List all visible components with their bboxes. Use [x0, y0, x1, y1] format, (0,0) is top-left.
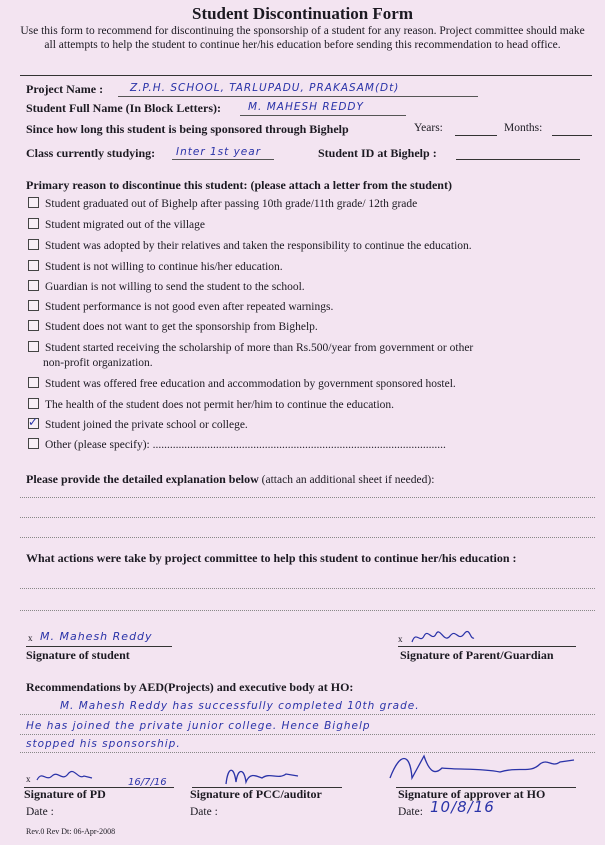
recommendation-rule	[20, 734, 595, 735]
checkbox[interactable]	[28, 280, 39, 291]
years-line[interactable]	[455, 135, 497, 136]
explanation-line[interactable]	[20, 537, 595, 538]
checkbox[interactable]	[28, 320, 39, 331]
checkbox[interactable]	[28, 398, 39, 409]
checkmark-icon: ✓	[28, 415, 39, 429]
checkbox-checked[interactable]	[28, 415, 39, 429]
class-value[interactable]: Inter 1st year	[176, 146, 262, 158]
reason-label: Student is not willing to continue his/her education.	[45, 261, 283, 273]
class-label: Class currently studying:	[26, 146, 156, 160]
actions-line[interactable]	[20, 610, 595, 611]
reason-label: Student migrated out of the village	[45, 219, 206, 231]
months-line[interactable]	[552, 135, 592, 136]
reason-label: Other (please specify): ......................................................................................................	[45, 439, 446, 451]
reason-item[interactable]	[28, 239, 472, 252]
header-divider	[20, 75, 592, 76]
student-name-line	[240, 115, 406, 116]
recommendation-line[interactable]: He has joined the private junior college. Hence Bighelp	[26, 720, 371, 732]
x-mark: x	[398, 634, 403, 644]
reason-item[interactable]	[28, 300, 333, 313]
reason-label: Student does not want to get the sponsorship from Bighelp.	[45, 321, 318, 333]
sponsored-duration-label: Since how long this student is being sponsored through Bighelp	[26, 122, 349, 136]
approver-date-label: Date:	[398, 806, 423, 818]
reason-item[interactable]	[28, 260, 283, 273]
student-signature-line	[26, 646, 172, 647]
pcc-signature-scribble	[222, 762, 302, 790]
pd-signature-scribble	[34, 768, 94, 786]
checkbox[interactable]	[28, 438, 39, 449]
approver-date-value[interactable]: 10/8/16	[430, 798, 495, 816]
pcc-signature-label: Signature of PCC/auditor	[190, 787, 322, 801]
checkbox[interactable]	[28, 300, 39, 311]
pd-date-label: Date :	[26, 806, 54, 818]
student-name-label: Student Full Name (In Block Letters):	[26, 101, 221, 115]
years-label: Years:	[414, 122, 443, 134]
recommendations-label: Recommendations by AED(Projects) and executive body at HO:	[26, 680, 354, 694]
parent-signature-label: Signature of Parent/Guardian	[400, 648, 554, 662]
parent-signature-scribble	[408, 628, 478, 648]
reasons-heading: Primary reason to discontinue this student: (please attach a letter from the student)	[26, 178, 452, 192]
checkbox[interactable]	[28, 218, 39, 229]
explanation-label: Please provide the detailed explanation below	[26, 472, 259, 486]
reason-item-checked[interactable]	[28, 415, 248, 431]
project-name-line	[118, 96, 478, 97]
parent-signature-line	[398, 646, 576, 647]
reason-label: Student was offered free education and accommodation by government sponsored hostel.	[45, 378, 456, 390]
explanation-line[interactable]	[20, 497, 595, 498]
checkbox[interactable]	[28, 260, 39, 271]
reason-label: Guardian is not willing to send the student to the school.	[45, 281, 305, 293]
x-mark: x	[26, 774, 31, 784]
pcc-date-label: Date :	[190, 806, 218, 818]
actions-label: What actions were take by project committee to help this student to continue her/his education :	[26, 551, 517, 565]
reason-label: Student joined the private school or college.	[45, 419, 248, 431]
reason-item[interactable]	[28, 320, 318, 333]
months-label: Months:	[504, 122, 543, 134]
reason-label: The health of the student does not permit her/him to continue the education.	[45, 399, 395, 411]
actions-line[interactable]	[20, 588, 595, 589]
reason-item[interactable]	[28, 218, 205, 231]
checkbox[interactable]	[28, 197, 39, 208]
pd-signature-label: Signature of PD	[24, 787, 106, 801]
revision-note: Rev.0 Rev Dt: 06-Apr-2008	[26, 827, 116, 836]
checkbox[interactable]	[28, 377, 39, 388]
reason-item[interactable]	[28, 438, 446, 451]
reason-label: Student performance is not good even after repeated warnings.	[45, 301, 334, 313]
class-line	[172, 159, 274, 160]
approver-signature-scribble	[380, 748, 580, 790]
checkbox[interactable]	[28, 341, 39, 352]
form-title: Student Discontinuation Form	[191, 4, 414, 23]
checkbox[interactable]	[28, 239, 39, 250]
reason-label: Student graduated out of Bighelp after passing 10th grade/11th grade/ 12th grade	[45, 198, 418, 210]
student-signature-label: Signature of student	[26, 648, 130, 662]
explanation-label-row	[26, 472, 434, 487]
recommendation-line[interactable]: M. Mahesh Reddy has successfully completed 10th grade.	[60, 700, 420, 712]
student-id-label: Student ID at Bighelp :	[318, 146, 437, 160]
reason-item[interactable]	[28, 341, 473, 354]
reason-label-continued: non-profit organization.	[43, 357, 153, 369]
reason-item[interactable]	[28, 398, 394, 411]
project-name-label: Project Name :	[26, 82, 104, 96]
project-name-value[interactable]: Z.P.H. SCHOOL, TARLUPADU, PRAKASAM(Dt)	[130, 82, 400, 94]
student-signature[interactable]: M. Mahesh Reddy	[40, 630, 153, 643]
recommendation-line[interactable]: stopped his sponsorship.	[26, 738, 181, 750]
student-name-value[interactable]: M. MAHESH REDDY	[248, 101, 364, 113]
x-mark: x	[28, 633, 33, 643]
reason-label: Student started receiving the scholarship of more than Rs.500/year from government or other	[45, 342, 474, 354]
student-id-line[interactable]	[456, 159, 580, 160]
explanation-line[interactable]	[20, 517, 595, 518]
explanation-note: (attach an additional sheet if needed):	[261, 474, 435, 486]
approver-signature-label: Signature of approver at HO	[398, 787, 546, 801]
recommendation-rule	[20, 714, 595, 715]
form-intro: Use this form to recommend for discontinuing the sponsorship of a student for any reason. Project committee should make all attempts to help the student to continue her/his education before sending this recommendation to head office.	[20, 25, 585, 51]
reason-item[interactable]	[28, 280, 305, 293]
reason-label: Student was adopted by their relatives and taken the responsibility to continue the education.	[45, 240, 472, 252]
reason-item[interactable]	[28, 377, 456, 390]
pd-date-value[interactable]: 16/7/16	[128, 777, 167, 788]
reason-item[interactable]	[28, 197, 417, 210]
